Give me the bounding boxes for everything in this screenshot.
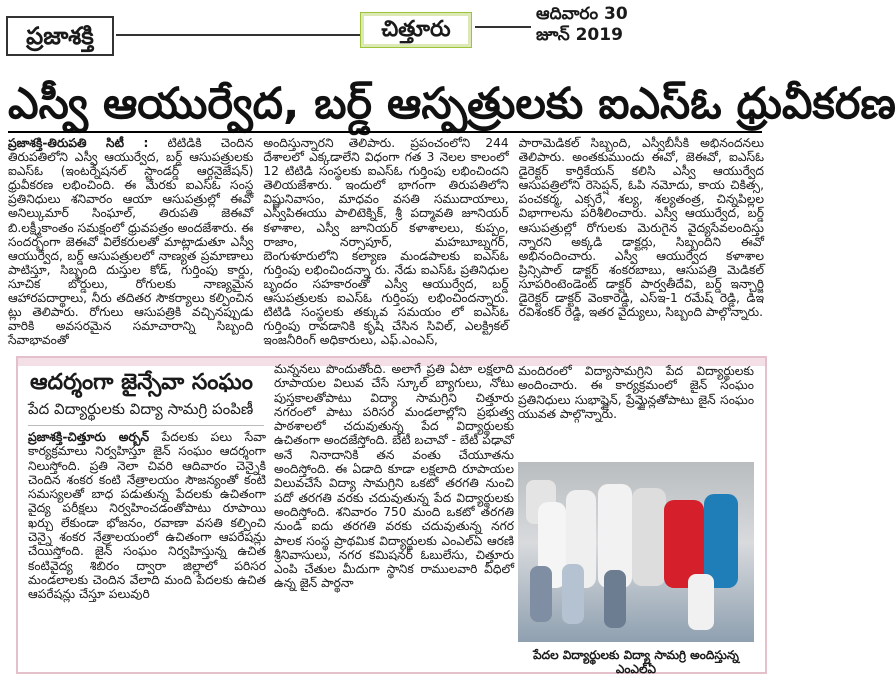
article-column-1 [8,136,253,350]
article-column-2 [263,136,508,350]
photo-child [562,564,584,624]
article-body-3: పారామెడికల్ సిబ్బంది, ఎస్వీబీసీకి అభినందనలు తెలిపారు. అంతకుముందు ఈవో, జెఈవో, ఐఎస్ఓ డైరెక్టర్ కార్తికేయన్ కలిసి ఎస్వీ ఆయుర్వేద ఆసుపత్రిలోని రెసెప్షన్, ఓపి నమోదు, కాయ చికిత్స, పంచకర్మ, ఎక్సరే, శల్య, శల్యతంత్ర, చిన్నపిల్లల విభాగాలను పరిశీలించారు. ఎస్వీ ఆయుర్వేద, బర్డ్ ఆసుపత్రుల్లో రోగులకు మెరుగైన వైద్యసేవలందిస్తు న్నారని అక్కడి డాక్టర్లు, సిబ్బందిని ఈవో అభినందించారు. ఎస్వీ ఆయుర్వేద కళాశాల ప్రిన్సిపాల్ డాక్టర్ శంకరబాబు, ఆసుపత్రి మెడికల్ సూపరింటెండెంట్ డాక్టర్ పార్వతీదేవి, బర్డ్ ఇన్చార్జి డైరెక్టర్ డాక్టర్ వెంకారెడ్డి, ఎస్ఇ-1 రమేష్ రెడ్డి, డిఇ రవిశంకర్ రెడ్డి, ఇతర వైద్యులు, సిబ్బంది పాల్గొన్నారు. [518,136,764,320]
box-column-2 [274,362,514,591]
box-body-2: మన్ననలు పొందుతోంది. అలాగే ప్రతి ఏటా లక్షలాది రూపాయల విలువ చేసే స్కూల్ బ్యాగులు, నోటు పుస్తకాలతోపాటు విద్యా సామగ్రిని చిత్తూరు నగరంలో పాటు పరిసర మండలాల్లోని ప్రభుత్వ పాఠశాలలో చదువుతున్న పేద విద్యార్థులకు ఉచితంగా అందజేస్తోంది. బేటీ బచావో - బేటీ పఢావో అనే నినాదానికి తన వంతు చేయూతను అందిస్తోంది. ఈ ఏడాది కూడా లక్షలాది రూపాయల విలువచేసే విద్యా సామగ్రిని ఒకటో తరగతి నుంచి పదో తరగతి వరకు చదువుతున్న పేద విద్యార్థులకు అందిస్తోంది. శనివారం 750 మంది ఒకటో తరగతి నుండి ఐదు తరగతి వరకు చదువుతున్న నగర పాలక సంస్థ ప్రాథమిక విద్యార్థులకు ఎంఎల్ఏ ఆరణి శ్రీనివాసులు, నగర కమిషనర్ ఓబులేసు, చిత్తూరు ఎంపి చేతుల మీదుగా స్థానిక రాములవారి వీధిలో ఉన్న జైన్ పార్థనా [274,362,514,591]
newspaper-logo [6,8,226,64]
box-column-1 [28,430,266,602]
masthead-rule-left [116,34,362,36]
photo-person [632,488,666,586]
box-headline: ఆదర్శంగా జైన్సేవా సంఘం [30,370,253,395]
photo-child [530,566,552,622]
issue-day: ఆదివారం 30 [536,4,628,24]
main-article [8,136,764,350]
main-headline-box [8,79,896,129]
issue-month-year: జూన్ 2019 [536,25,623,45]
article-dateline: ప్రజాశక్తి-తిరుపతి సిటీ : [8,136,149,150]
box-column-3 [518,364,754,421]
edition-label: చిత్తూరు [360,12,472,48]
masthead-rule-right [475,26,531,28]
headline-rule [8,131,762,133]
paper-name: ప్రజాశక్తి [6,16,114,56]
box-dateline: ప్రజాశక్తి-చిత్తూరు అర్బన్ [28,430,150,444]
main-headline: ఎస్వీ ఆయుర్వేద, బర్డ్ ఆస్పత్రులకు ఐఎస్ఓ ధ్రువీకరణ [8,79,896,129]
photo-child [604,570,626,628]
article-body-1: టిటిడికి చెందిన తిరుపతిలోని ఎస్వీ ఆయుర్వేద, బర్డ్ ఆసుపత్రులకు ఐఎస్ఓ (ఇంటర్నేషనల్ స్టాండర్డ్ ఆర్గనైజేషన్) ధ్రువీకరణ లభించింది. ఈ మేరకు ఐఎస్ఓ సంస్థ ప్రతినిధులు శనివారం ఆయా ఆసుపత్రుల్లో ఈవో అనిల్కుమార్ సింఘాల్, తిరుపతి జెఈవో బి.లక్ష్మీకాంతం సమక్షంలో ధ్రువపత్రం అందజేశారు. ఈ సందర్భంగా జెఈవో విలేకరులతో మాట్లాడుతూ ఎస్వీ ఆయుర్వేద, బర్డ్ ఆసుపత్రులలో నాణ్యత ప్రమాణాలు పాటిస్తూ, సిబ్బంది దుస్తుల కోడ్, గుర్తింపు కార్డు, సూచిక బోర్డులు, రోగులకు నాణ్యమైన ఆహారపదార్థాలు, నీరు తదితర సౌకర్యాలు కల్పించిన ట్లు తెలిపారు. రోగులు ఆసుపత్రికి వచ్చినప్పుడు వారికి అవసరమైన సమాచారాన్ని సిబ్బంది సేవాభావంతో [8,136,254,348]
box-subheadline: పేద విద్యార్థులకు విద్యా సామగ్రి పంపిణీ [28,400,264,426]
box-body-1: పేదలకు పలు సేవా కార్యక్రమాలు నిర్వహిస్తూ జైన్ సంఘం ఆదర్శంగా నిలుస్తోంది. ప్రతి నెలా చివరి ఆదివారం చెన్నైకి చెందిన శంకర కంటి నేత్రాలయం సౌజన్యంతో కంటి సమస్యలతో బాధ పడుతున్న పేదలకు ఉచితంగా వైద్య పరీక్షలు నిర్వహించడంతోపాటు రూపాయి ఖర్చు లేకుండా భోజనం, రవాణా వసతి కల్పించి చెన్నై శంకర నేత్రాలయంలో ఉచితంగా ఆపరేషన్లు చేయిస్తోంది. జైన్ సంఘం నిర్వహిస్తున్న ఉచిత కంటివైద్య శిబిరం ద్వారా జిల్లాలో పరిసర మండలాలకు చెందిన వేలాది మంది పేదలకు ఉచిత ఆపరేషన్లు చేస్తూ పలువురి [28,430,266,602]
masthead [0,0,775,68]
box-body-3: మందిరంలో విద్యాసామగ్రిని పేద విద్యార్థులకు అందించారు. ఈ కార్యక్రమంలో జైన్ సంఘం ప్రతినిధులు సుభాష్జైన్, ప్రేమ్జైన్లతోపాటు జైన్ సంఘం యువత పాల్గొన్నారు. [518,364,754,421]
photo-child [688,574,714,630]
jain-seva-article [16,356,767,674]
article-column-3 [519,136,764,350]
article-body-2: అందిస్తున్నారని తెలిపారు. ప్రపంచంలోని 244 దేశాలలో ఎక్కడాలేని విధంగా గత 3 నెలల కాలంలో 12 టిటిడి సంస్థలకు ఐఎస్ఓ గుర్తింపు లభించిందని తెలియజేశారు. ఇందులో భాగంగా తిరుపతిలోని విష్ణునివాసం, మాధవం వసతి సముదాయాలు, ఎస్వీపిఈయు పాలిటెక్నిక్, శ్రీ పద్మావతి జూనియర్ కళాశాల, ఎస్వీ జూనియర్ కళాశాలలు, కుప్పం, రాజాం, నర్సాపూర్, మహబూబ్నగర్, బెంగుళూరులోని కల్యాణ మండపాలకు ఐఎస్ఓ గుర్తింపు లభించిందన్నా రు. నేడు ఐఎస్ఓ ప్రతినిధుల బృందం సహకారంతో ఎస్వీ ఆయుర్వేద, బర్డ్ ఆసుపత్రులకు ఐఎస్ఓ గుర్తింపు లభించిందన్నారు. టిటిడి సంస్థలకు తక్కువ సమయం లో ఐఎస్ఓ గుర్తింపు రావడానికి కృషి చేసిన సివిల్, ఎలక్ట్రికల్ ఇంజనీరింగ్ అధికారులు, ఎఫ్.ఎంఎస్, [263,136,509,348]
issue-date [536,4,646,60]
photo-caption: పేదల విద్యార్థులకు విద్యా సామగ్రి అందిస్తున్న ఎంఎల్ఏ [533,648,739,676]
event-photo [518,462,754,642]
